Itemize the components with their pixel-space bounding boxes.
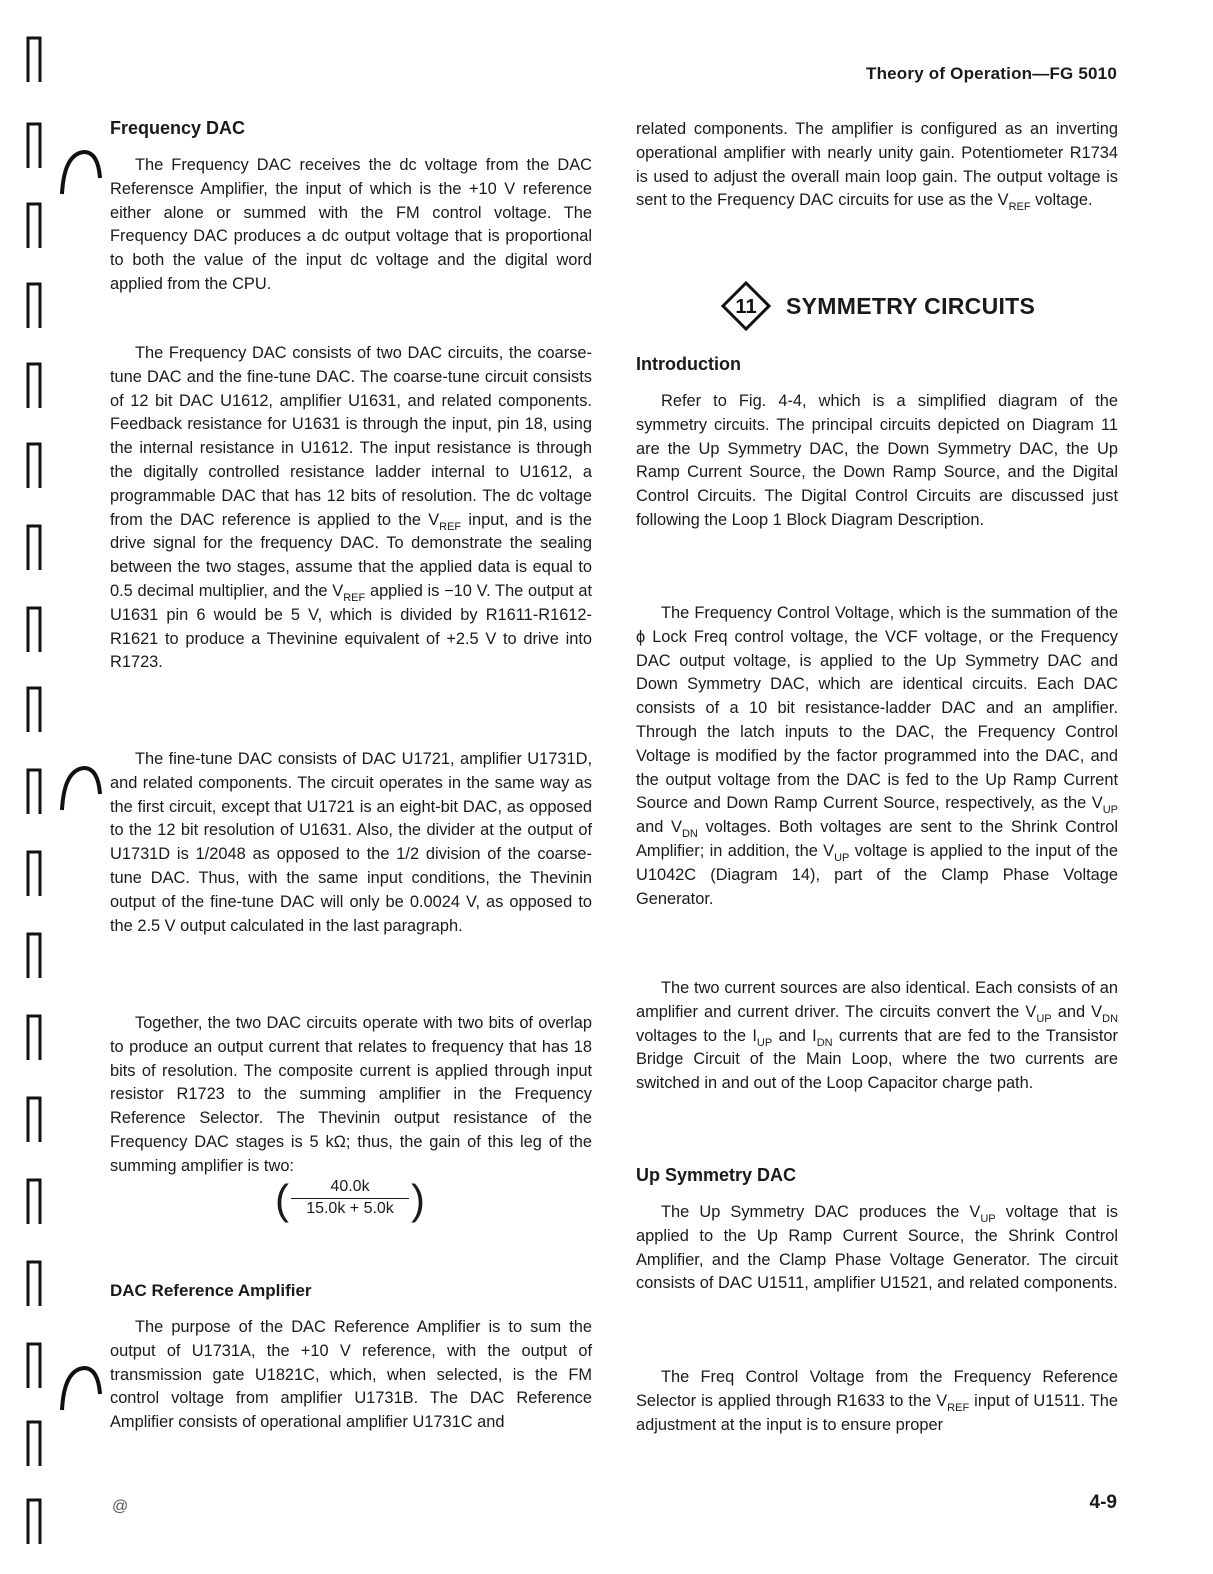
binder-hole-mark	[24, 356, 44, 412]
binder-hole-mark	[24, 680, 44, 736]
frequency-dac-paragraph-3: The fine-tune DAC consists of DAC U1721, amplifier U1731D, and related components. The circuit operates in the same way as the first circuit, except that U1721 is an eight-bit DAC, as opposed to the 12 bit resolution of U1631. Also, the divider at the output of U1731D is 1/2048 as opposed to the 1/2 division of the coarse-tune DAC. Thus, with the same input conditions, the Thevinin output of the fine-tune DAC will only be 0.0024 V, as opposed to the 2.5 V output calculated in the last paragraph.	[110, 750, 592, 935]
footer-mark: @	[112, 1498, 129, 1515]
binder-hole-mark	[24, 926, 44, 982]
binder-hole-mark	[24, 196, 44, 252]
formula-denominator: 15.0k + 5.0k	[306, 1200, 394, 1217]
introduction-paragraph-3: The two current sources are also identical. Each consists of an amplifier and current driver. The circuits convert the $V_{UP}$ and $V_{DN}$ voltages to the $I_{UP}$ and $I_{DN}$ currents that are fed to the Transistor Bridge Circuit of the Main Loop, where the two currents are switched in and out of the Loop Capacitor charge path.	[636, 979, 1119, 1093]
dac-reference-continued-paragraph: related components. The amplifier is configured as an inverting operational amplifier with nearly unity gain. Potentiometer R1734 is used to adjust the overall main loop gain. The output voltage is sent to the Frequency DAC circuits for use as the $V_{REF}$ voltage.	[636, 120, 1118, 214]
binder-hole-mark	[24, 1336, 44, 1392]
binder-hole-mark	[24, 844, 44, 900]
up-symmetry-dac-paragraph-2: The Freq Control Voltage from the Frequency Reference Selector is applied through R1633 to the $V_{REF}$ input of U1511. The adjustment at the input is to ensure proper	[636, 1368, 1119, 1434]
frequency-dac-paragraph-1: The Frequency DAC receives the dc voltage from the DAC Referensce Amplifier, the input of which is the +10 V reference either alone or summed with the FM control voltage. The Frequency DAC produces a dc output voltage that is proportional to both the value of the input dc voltage and the digital word applied from the CPU.	[110, 156, 592, 293]
binder-hole-mark	[24, 518, 44, 574]
binder-hole-mark	[24, 1090, 44, 1146]
section-title-label: SYMMETRY CIRCUITS	[786, 292, 1036, 319]
introduction-paragraph-1: Refer to Fig. 4-4, which is a simplified diagram of the symmetry circuits. The principal circuits depicted on Diagram 11 are the Up Symmetry DAC, the Down Symmetry DAC, the Up Ramp Current Source, the Down Ramp Source, and the Digital Control Circuits. The Digital Control Circuits are discussed just following the Loop 1 Block Diagram Description.	[636, 392, 1118, 529]
binder-ring-mark	[56, 1364, 108, 1422]
binder-hole-mark	[24, 1492, 44, 1548]
formula-paren-close: )	[411, 1176, 425, 1223]
section-title-symmetry-circuits	[720, 280, 1035, 332]
binder-hole-mark	[24, 762, 44, 818]
binder-hole-mark	[24, 1172, 44, 1228]
frequency-dac-paragraph-2: The Frequency DAC consists of two DAC circuits, the coarse-tune DAC and the fine-tune DAC. The coarse-tune circuit consists of 12 bit DAC U1612, amplifier U1631, and related components. Feedback resistance for U1631 is through the input, pin 18, using the internal resistance in U1612. The input resistance is through the digitally controlled resistance ladder internal to U1612, a programmable DAC that has 12 bits of resolution. The dc voltage from the DAC reference is applied to the $V_{REF}$ input, and is the drive signal for the frequency DAC. To demonstrate the sealing between the two stages, assume that the applied data is equal to 0.5 decimal multiplier, and the $V_{REF}$ applied is −10 V. The output at U1631 pin 6 would be 5 V, which is divided by R1611-R1612-R1621 to produce a Thevinine equivalent of +2.5 V to drive into R1723.	[110, 344, 593, 672]
binder-hole-mark	[24, 1008, 44, 1064]
up-symmetry-dac-paragraph-1: The Up Symmetry DAC produces the $V_{UP}$ voltage that is applied to the Up Ramp Current Source, the Shrink Control Amplifier, and the Clamp Phase Voltage Generator. The circuit consists of DAC U1511, amplifier U1521, and related components.	[636, 1203, 1118, 1293]
binder-hole-mark	[24, 600, 44, 656]
page-number: 4-9	[1089, 1492, 1117, 1513]
diagram-number-diamond-icon	[720, 280, 772, 332]
gain-formula	[275, 1176, 425, 1223]
introduction-paragraph-2: The Frequency Control Voltage, which is the summation of the ϕ Lock Freq control voltage, the VCF voltage, or the Frequency DAC output voltage, is applied to the Up Symmetry DAC and Down Symmetry DAC, which are identical circuits. Each DAC consists of a 10 bit resistance-ladder DAC and an amplifier. Through the latch inputs to the DAC, the Frequency Control Voltage is modified by the factor programmed into the DAC, and the output voltage from the DAC is fed to the Up Ramp Current Source and Down Ramp Current Source, respectively, as the $V_{UP}$ and $V_{DN}$ voltages. Both voltages are sent to the Shrink Control Amplifier; in addition, the $V_{UP}$ voltage is applied to the input of the U1042C (Diagram 14), part of the Clamp Phase Voltage Generator.	[636, 604, 1119, 908]
binder-ring-mark	[56, 148, 108, 206]
dac-reference-amplifier-heading: DAC Reference Amplifier	[110, 1281, 312, 1300]
formula-numerator: 40.0k	[291, 1178, 409, 1199]
binder-hole-mark	[24, 116, 44, 172]
up-symmetry-dac-heading: Up Symmetry DAC	[636, 1165, 797, 1185]
binder-hole-mark	[24, 30, 44, 86]
binder-hole-mark	[24, 1414, 44, 1470]
binder-hole-mark	[24, 1254, 44, 1310]
frequency-dac-heading: Frequency DAC	[110, 118, 246, 138]
svg-text:11: 11	[735, 296, 757, 318]
frequency-dac-paragraph-4: Together, the two DAC circuits operate with two bits of overlap to produce an output current that relates to frequency that has 18 bits of resolution. The composite current is applied through input resistor R1723 to the summing amplifier in the Frequency Reference Selector. The Thevinin output resistance of the Frequency DAC stages is 5 kΩ; thus, the gain of this leg of the summing amplifier is two:	[110, 1014, 592, 1175]
binder-hole-mark	[24, 436, 44, 492]
dac-reference-paragraph-1: The purpose of the DAC Reference Amplifier is to sum the output of U1731A, the +10 V reference, with the output of transmission gate U1821C, which, when selected, is the FM control voltage from amplifier U1731B. The DAC Reference Amplifier consists of operational amplifier U1731C and	[110, 1318, 592, 1432]
running-header: Theory of Operation—FG 5010	[865, 64, 1117, 83]
binder-ring-mark	[56, 764, 108, 822]
introduction-heading: Introduction	[636, 354, 741, 374]
formula-paren-open: (	[275, 1176, 289, 1223]
binder-hole-mark	[24, 276, 44, 332]
